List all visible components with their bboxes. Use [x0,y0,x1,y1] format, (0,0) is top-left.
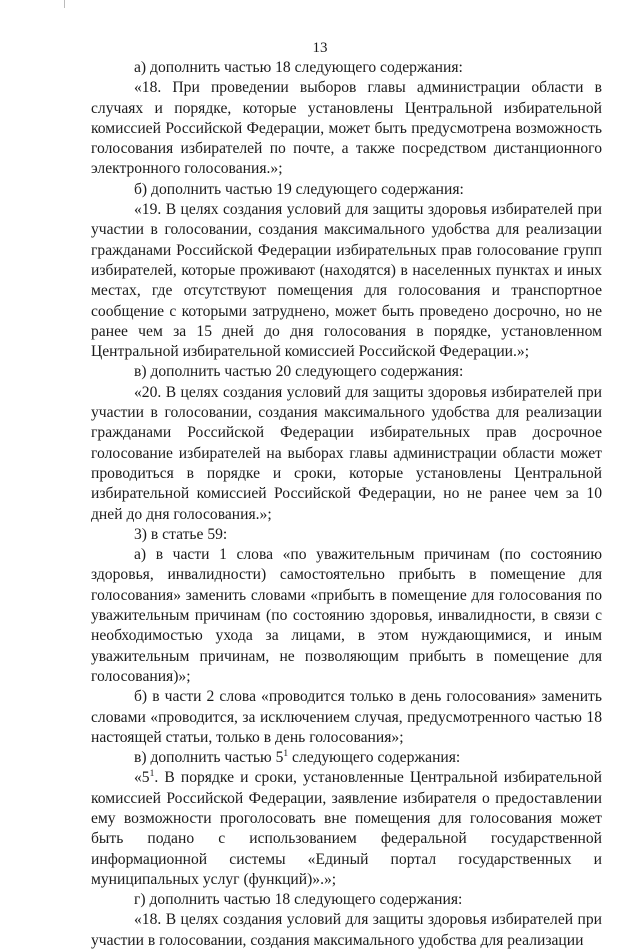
paragraph-list-item-c: в) дополнить частью 20 следующего содержания: [134,363,464,381]
paragraph-quote-18: «18. При проведении выборов главы администрации области в случаях и порядке, которые установлены Центральной избирательной комиссией Российской Федерации, может быть предусмотрена возможность голосования избирателей по почте, а также посредством дистанционного электронного голосования.»; [91,79,602,178]
paragraph-59-d: г) дополнить частью 18 следующего содержания: [134,891,463,909]
superscript: 1 [149,769,155,780]
paragraph-quote-5-1 [91,768,602,890]
paragraph-59-b: б) в части 2 слова «проводится только в день голосования» заменить словами «проводится, за исключением случая, предусмотренного частью 18 настоящей статьи, только в день голосования»; [91,688,602,746]
paragraph-quote-19: «19. В целях создания условий для защиты здоровья избирателей при участии в голосовании, создания максимального удобства для реализации гражданами Российской Федерации избирательных прав голосование групп избирателей, которые проживают (находятся) в населенных пунктах и иных местах, где отсутствуют помещения для голосования и транспортное сообщение с которыми затруднено, может быть проведено досрочно, но не ранее чем за 15 дней до дня голосования в порядке, установленном Центральной избирательной комиссией Российской Федерации.»; [91,201,602,361]
quote-5-1-body: . В порядке и сроки, установленные Центральной избирательной комиссией Российской Федерации, заявление избирателя о предоставлении ему возможности проголосовать вне помещения для голосования может быть подано с использованием федеральной государственной информационной системы «Единый портал государственных и муниципальных услуг (функций)».»; [91,769,602,888]
superscript: 1 [283,749,289,760]
quote-5-1-head: «5 [134,769,150,787]
paragraph-quote-18-b: «18. В целях создания условий для защиты здоровья избирателей при участии в голосовании, создания максимального удобства для реализации [91,911,602,949]
paragraph-list-item-b: б) дополнить частью 19 следующего содержания: [134,180,464,198]
paragraph-59-c-text: в) дополнить частью 5 [134,749,284,767]
paragraph-quote-20: «20. В целях создания условий для защиты здоровья избирателей при участии в голосовании, создания максимального удобства для реализации гражданами Российской Федерации избирательных прав досрочное голосование избирателей на выборах главы администрации области может проводиться в порядке и сроки, которые установлены Центральной избирательной комиссией Российской Федерации, но не ранее чем за 10 дней до дня голосования.»; [91,383,602,523]
paragraph-article-59: 3) в статье 59: [134,525,228,543]
document-body [91,58,602,951]
paragraph-59-a: а) в части 1 слова «по уважительным причинам (по состоянию здоровья, инвалидности) самостоятельно прибыть в помещение для голосования» заменить словами «прибыть в помещение для голосования по уважительным причинам (по состоянию здоровья, инвалидности, в связи с необходимостью ухода за лицами, в этом нуждающимися, и иным уважительным причинам, не позволяющим прибыть в помещение для голосования)»; [91,546,602,685]
scan-mark [64,0,65,8]
paragraph-list-item-a: а) дополнить частью 18 следующего содержания: [134,59,463,76]
page-number: 13 [312,40,328,56]
paragraph-59-c [91,748,602,768]
paragraph-59-c-tail: следующего содержания: [288,749,461,767]
